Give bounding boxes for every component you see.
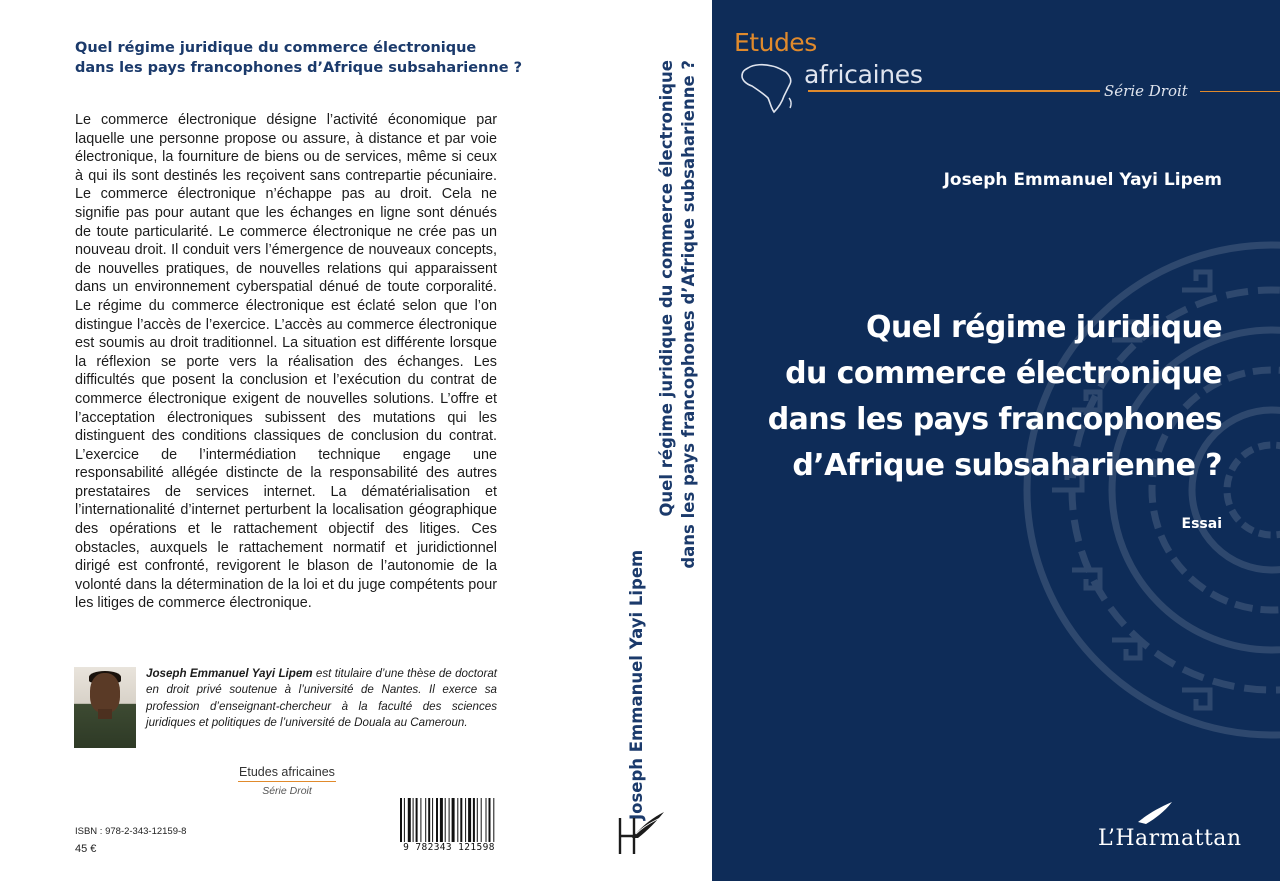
- front-title-line-1: Quel régime juridique: [866, 310, 1222, 345]
- back-series-mark: [238, 764, 336, 797]
- spine-author: Joseph Emmanuel Yayi Lipem: [627, 549, 646, 820]
- author-bio-name: Joseph Emmanuel Yayi Lipem: [146, 667, 313, 680]
- back-series-sub: Série Droit: [262, 785, 312, 797]
- back-series-name: Etudes africaines: [239, 765, 335, 779]
- price: 45 €: [75, 843, 97, 855]
- back-cover-blurb: Le commerce électronique désigne l’activité économique par laquelle une personne propose ou assure, à distance et par voie électronique, la fourniture de biens ou de services, même si ceux à qui ils sont destinés les reçoivent sans contrepartie pécuniaire. Le commerce électronique n’échappe pas au droit. Cela ne signifie pas pour autant que les échanges en ligne sont dénués de toute particularité. Le commerce électronique ne crée pas un nouveau droit. Il conduit vers l’émergence de nouveaux concepts, de nouvelles pratiques, de nouvelles relations qui apparaissent dans un environnement cyberspatial dénué de toute corporalité. Le régime du commerce électronique est éclaté selon que l’on distingue l’accès de l’exercice. L’accès au commerce électronique est soumis au droit traditionnel. La situation est différente lorsque la réflexion se porte vers la réalisation des échanges. Les difficultés que posent la conclusion et l’exécution du contrat de commerce électronique exigent de nouvelles solutions. L’offre et l’acceptation électroniques subissent des mutations qui les distinguent des conditions classiques de conclusion du contrat. L’exercice de l’intermédiation technique engage une responsabilité allégée distincte de la responsabilité des autres prestataires de services internet. La dématérialisation et l’internationalité d’internet perturbent la localisation géographique des opérations et le rattachement objectif des litiges. Ces obstacles, auxquels le rattachement normatif et juridictionnel dirigé est confronté, revigorent le blason de l’autonomie de la volonté dans la détermination de la loi et du juge compétents pour les litiges de commerce électronique.: [75, 112, 497, 612]
- series-word-africaines: africaines: [804, 60, 923, 89]
- front-title-line-3: dans les pays francophones: [767, 402, 1222, 437]
- publisher-name: L’Harmattan: [1098, 826, 1242, 851]
- back-title-line-2: dans les pays francophones d’Afrique subsaharienne ?: [75, 60, 522, 76]
- front-cover: [712, 0, 1280, 881]
- spine: [600, 0, 712, 881]
- isbn: ISBN : 978-2-343-12159-8: [75, 826, 187, 837]
- series-rule-right: [1200, 91, 1280, 92]
- front-author: Joseph Emmanuel Yayi Lipem: [943, 170, 1222, 190]
- author-photo: [74, 667, 136, 748]
- author-bio-text: est titulaire d’une thèse de doctorat en droit privé soutenue à l’université de Nantes. Il exerce sa profession d’enseignant-chercheur à la faculté des sciences juridiques et politiques de l’université de Douala au Cameroun.: [146, 667, 497, 730]
- back-title-line-1: Quel régime juridique du commerce électronique: [75, 40, 477, 56]
- back-cover-title: [75, 38, 545, 78]
- front-title-line-2: du commerce électronique: [785, 356, 1222, 391]
- front-title: [712, 305, 1222, 489]
- spine-title-line-2: dans les pays francophones d’Afrique subsaharienne ?: [679, 60, 698, 569]
- author-bio: [146, 666, 497, 732]
- back-series-rule: [238, 781, 336, 782]
- africa-map-icon: [734, 58, 804, 116]
- genre-label: Essai: [1181, 516, 1222, 532]
- back-cover: [0, 0, 600, 881]
- publisher-logo-icon: [612, 808, 668, 858]
- spine-title: [656, 0, 700, 820]
- series-word-etudes: Etudes: [734, 28, 817, 57]
- barcode-digits: 9 782343 121598: [398, 842, 500, 853]
- spine-title-line-1: Quel régime juridique du commerce électronique: [657, 60, 676, 517]
- series-sub-label: Série Droit: [1104, 82, 1188, 100]
- series-rule: [808, 90, 1100, 92]
- front-title-line-4: d’Afrique subsaharienne ?: [792, 448, 1222, 483]
